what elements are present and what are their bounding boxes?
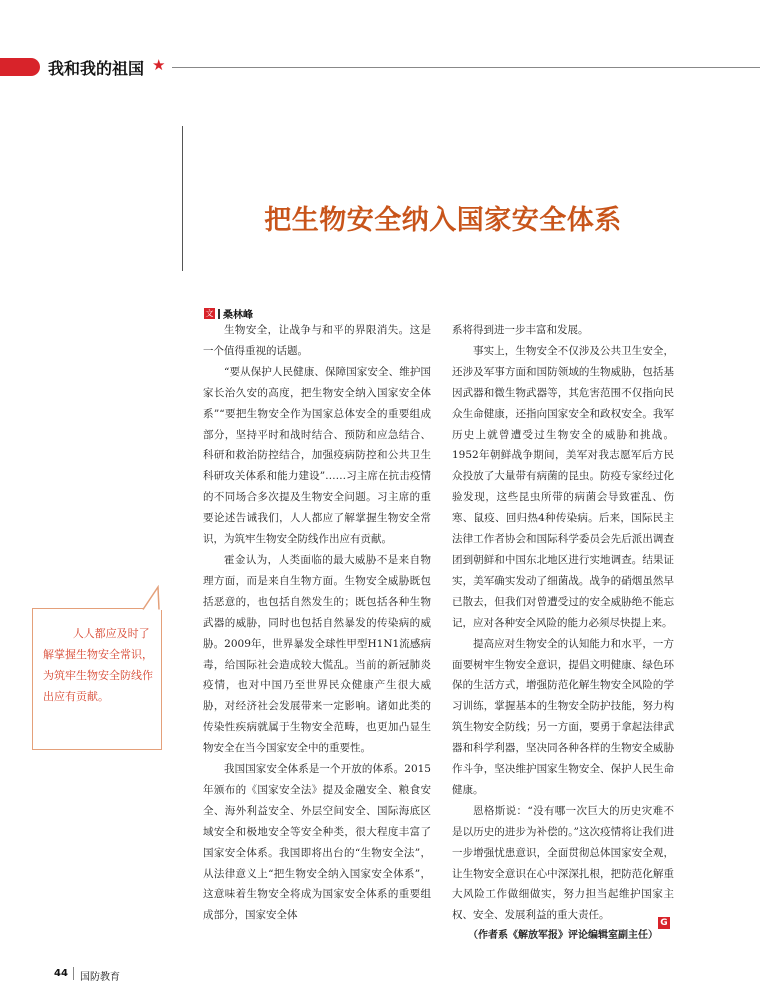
end-mark: G: [658, 917, 670, 929]
star-icon: ★: [152, 56, 166, 74]
section-title: 我和我的祖国: [48, 59, 145, 78]
byline-mark: 文: [205, 309, 214, 318]
pull-quote: [32, 608, 162, 750]
page-number: 44: [54, 968, 68, 979]
paragraph: 我国国家安全体系是一个开放的体系。2015年颁布的《国家安全法》提及金融安全、粮食安全、海外利益安全、外层空间安全、国际海底区域安全和极地安全等安全种类，很大程度丰富了国家安全体系。我国即将出台的“生物安全法”，从法律意义上“把生物安全纳入国家安全体系”，这意味着生物安全将成为国家安全体系的重要组成部分，国家安全体: [203, 763, 431, 922]
article-title: 把生物安全纳入国家安全体系: [264, 205, 622, 236]
paragraph: 事实上，生物安全不仅涉及公共卫生安全，还涉及军事方面和国防领域的生物威胁，包括基因武器和微生物武器等，其危害范围不仅指向民众生命健康，还指向国家安全和政权安全。我军历史上就曾遭受过生物安全的威胁和挑战。1952年朝鲜战争期间，美军对我志愿军后方民众投放了大量带有病菌的昆虫。防疫专家经过化验发现，这些昆虫所带的病菌会导致霍乱、伤寒、鼠疫、回归热4种传染病。后来，国际民主法律工作者协会和国际科学委员会先后派出调查团到朝鲜和中国东北地区进行实地调查。结果证实，美军确实发动了细菌战。战争的硝烟虽然早已散去，但我们对曾遭受过的安全威胁绝不能忘记，应对各种安全风险的能力必须尽快提上来。: [452, 344, 674, 629]
paragraph: “要从保护人民健康、保障国家安全、维护国家长治久安的高度，把生物安全纳入国家安全体系”“要把生物安全作为国家总体安全的重要组成部分，坚持平时和战时结合、预防和应急结合、科研和救治防控结合，加强疫病防控和公共卫生科研攻关体系和能力建设”……习主席在抗击疫情的不同场合多次提及生物安全问题。习主席的重要论述告诫我们，人人都应了解掌握生物安全常识，为筑牢生物安全防线作出应有贡献。: [203, 365, 431, 546]
pull-quote-text: 人人都应及时了解掌握生物安全常识，为筑牢生物安全防线作出应有贡献。: [43, 627, 153, 703]
paragraph: 系将得到进一步丰富和发展。: [452, 324, 589, 336]
magazine-name: 国防教育: [80, 972, 120, 983]
author-name: 桑林峰: [223, 310, 253, 321]
section-tab: [0, 58, 40, 76]
paragraph: 恩格斯说：“没有哪一次巨大的历史灾难不是以历史的进步为补偿的。”这次疫情将让我们进一步增强忧患意识，全面贯彻总体国家安全观，让生物安全意识在心中深深扎根，把防范化解重大风险工作做细做实，努力担当起维护国家主权、安全、发展利益的重大责任。: [452, 804, 674, 922]
paragraph: 生物安全，让战争与和平的界限消失。这是一个值得重视的话题。: [203, 324, 431, 357]
paragraph: 霍金认为，人类面临的最大威胁不是来自物理方面，而是来自生物方面。生物安全威胁既包括恶意的，也包括自然发生的；既包括各种生物武器的威胁，同时也包括自然暴发的传染病的威胁。2009年，世界暴发全球性甲型H1N1流感病毒，给国际社会造成较大慌乱。当前的新冠肺炎疫情，也对中国乃至世界民众健康产生很大威胁，对经济社会发展带来一定影响。诸如此类的传染性疾病就属于生物安全范畴，也更加凸显生物安全在当今国家安全中的重要性。: [203, 553, 431, 755]
article-column-right: [452, 320, 674, 947]
byline-separator: [218, 309, 220, 319]
header-divider: [172, 67, 760, 68]
paragraph: 提高应对生物安全的认知能力和水平，一方面要树牢生物安全意识，提倡文明健康、绿色环保的生活方式，增强防范化解生物安全风险的学习训练，掌握基本的生物安全防护技能，努力构筑生物安全防线；另一方面，要勇于拿起法律武器和科学利器，坚决同各种各样的生物安全威胁作斗争，坚决维护国家生物安全、保护人民生命健康。: [452, 637, 674, 796]
author-note: （作者系《解放军报》评论编辑室副主任）: [468, 930, 658, 942]
byline: [204, 303, 253, 321]
footer-separator: [73, 967, 74, 980]
article-column-left: [203, 320, 431, 926]
speech-tail-icon: [142, 585, 164, 611]
